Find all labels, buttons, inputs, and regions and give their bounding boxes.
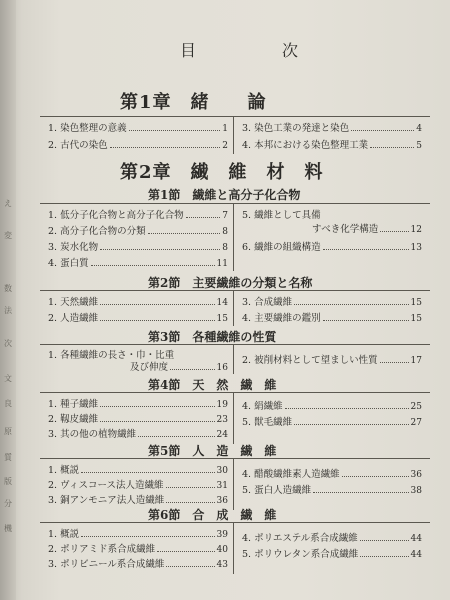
margin-char: 法 [4,306,12,315]
toc-entry: 2. 人造繊維 15 [48,313,228,324]
toc-entry: 4. 醋酸繊維素人造繊維 36 [242,469,422,480]
toc-entry: 1. 各種繊維の長さ・巾・比重 [48,350,175,361]
toc-entry: 4. 絹繊維 25 [242,401,422,412]
toc-entry: 2. ヴィスコース法人造繊維 31 [48,480,228,491]
toc-entry: 3. 合成繊維 15 [242,297,422,308]
toc-entry: 1. 低分子化合物と高分子化合物 7 [48,210,228,221]
toc-entry: 4. ポリエステル系合成繊維 44 [242,533,422,544]
section-rule [40,522,430,523]
section2-heading: 第2節 主要繊維の分類と名称 [148,276,313,290]
margin-char: 次 [4,339,12,348]
toc-entry: 2. 靱皮繊維 23 [48,414,228,425]
toc-entry: 4. 主要繊維の鑑別 15 [242,313,422,324]
toc-entry: 4. 本邦における染色整理工業 5 [242,140,422,151]
toc-entry: 3. 其の他の植物繊維 24 [48,429,228,440]
toc-entry: 5. 蛋白人造繊維 38 [242,485,422,496]
section-rule [40,290,430,291]
column-divider [233,290,234,326]
toc-entry: 5. 獣毛繊維 27 [242,417,422,428]
margin-char: 分 [4,499,12,508]
section3-heading: 第3節 各種繊維の性質 [148,330,277,344]
column-divider [233,203,234,271]
margin-char: 文 [4,374,12,383]
toc-entry: 2. ポリアミド系合成繊維 40 [48,544,228,555]
margin-char: 質 [4,453,12,462]
toc-entry: 3. 銅アンモニア法人造繊維 36 [48,495,228,506]
chapter1-column-divider [233,116,234,154]
toc-entry: 1. 種子繊維 19 [48,399,228,410]
margin-char: 変 [4,231,12,240]
column-divider [233,344,234,374]
chapter1-heading: 第1章 緒 論 [120,92,267,113]
toc-entry: 2. 古代の染色 2 [48,140,228,151]
toc-entry: 2. 被削材料として望ましい性質 17 [242,355,422,366]
toc-entry: 1. 概説 30 [48,465,228,476]
title-left: 目 [180,41,199,60]
column-divider [233,522,234,574]
toc-entry: すべき化学構造 12 [312,224,422,235]
margin-char: 原 [4,427,12,436]
margin-char: 良 [4,399,12,408]
margin-char: 機 [4,524,12,533]
section1-heading: 第1節 繊維と高分子化合物 [148,188,301,202]
page-title [180,38,300,61]
margin-char: え [4,199,12,208]
toc-entry: 1. 天然繊維 14 [48,297,228,308]
toc-entry: 1. 概説 39 [48,529,228,540]
margin-char: 数 [4,284,12,293]
section-rule [40,458,430,459]
toc-entry: 2. 高分子化合物の分類 8 [48,226,228,237]
adjacent-page-edge [0,0,16,600]
section5-heading: 第5節 人 造 繊 維 [148,444,277,458]
toc-entry: 3. 炭水化物 8 [48,242,228,253]
column-divider [233,458,234,510]
toc-entry: 5. ポリウレタン系合成繊維 44 [242,549,422,560]
toc-entry: 5. 繊維として具備 [242,210,321,221]
section4-heading: 第4節 天 然 繊 維 [148,378,277,392]
section6-heading: 第6節 合 成 繊 維 [148,508,277,522]
section-rule [40,203,430,204]
column-divider [233,392,234,444]
chapter2-heading: 第2章 繊 維 材 料 [120,162,324,183]
section-rule [40,344,430,345]
section-rule [40,392,430,393]
chapter1-top-rule [40,116,430,117]
margin-char: 版 [4,477,12,486]
toc-entry: 4. 蛋白質 11 [48,258,228,269]
toc-entry: 6. 繊維の組織構造 13 [242,242,422,253]
toc-entry: 1. 染色整理の意義 1 [48,123,228,134]
toc-entry: 及び伸度 16 [130,362,228,373]
toc-entry: 3. 染色工業の発達と染色 4 [242,123,422,134]
title-right: 次 [281,41,300,60]
toc-entry: 3. ポリビニール系合成繊維 43 [48,559,228,570]
